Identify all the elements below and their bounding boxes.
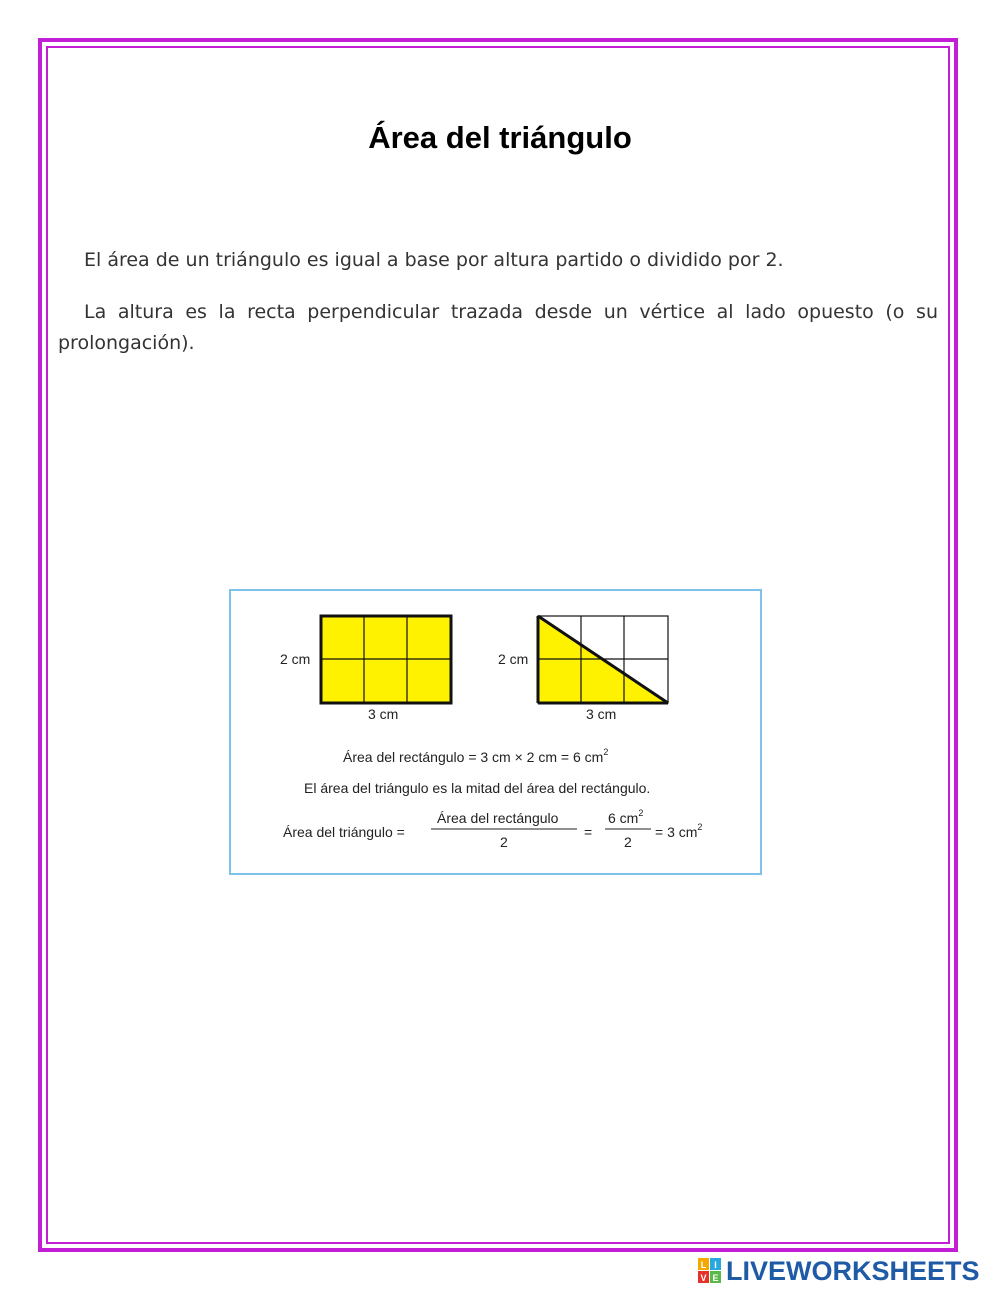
tri-height-label: 2 cm — [498, 651, 529, 667]
triangle-shape — [538, 616, 668, 703]
formula-tri-eq: = — [584, 824, 593, 840]
rectangle-shape — [321, 616, 451, 703]
paragraph-height: La altura es la recta perpendicular trazada desde un vértice al lado opuesto (o su prolongación). — [58, 301, 938, 354]
liveworksheets-logo — [698, 1256, 980, 1286]
paragraph-definition: El área de un triángulo es igual a base por altura partido o dividido por 2. — [84, 249, 784, 271]
formula-tri-den2: 2 — [624, 834, 632, 850]
liveworksheets-wordmark: LIVEWORKSHEETS — [726, 1255, 980, 1286]
formula-tri-den1: 2 — [500, 834, 508, 850]
svg-text:I: I — [714, 1260, 717, 1270]
formula-tri-num2: 6 $cm^2$ — [608, 808, 644, 826]
page-title: Área del triángulo — [368, 120, 632, 155]
svg-text:L: L — [700, 1260, 707, 1270]
formula-tri-lhs: Área del triángulo = — [283, 824, 405, 840]
rect-base-label: 3 cm — [368, 706, 399, 722]
area-figure — [229, 589, 762, 875]
rect-height-label: 2 cm — [280, 651, 311, 667]
live-blocks-icon — [698, 1258, 722, 1284]
svg-text:E: E — [712, 1273, 719, 1283]
svg-text:V: V — [700, 1273, 707, 1283]
tri-base-label: 3 cm — [586, 706, 617, 722]
figure-diagram — [231, 591, 764, 877]
formula-tri-num1: Área del rectángulo — [437, 810, 559, 826]
formula-tri-result: = 3 $cm^2$ — [655, 822, 703, 840]
formula-rect-lhs: Área del rectángulo = 3 cm × 2 cm = 6 $cm^2$ — [343, 747, 609, 765]
statement-half: El área del triángulo es la mitad del área del rectángulo. — [304, 780, 651, 796]
